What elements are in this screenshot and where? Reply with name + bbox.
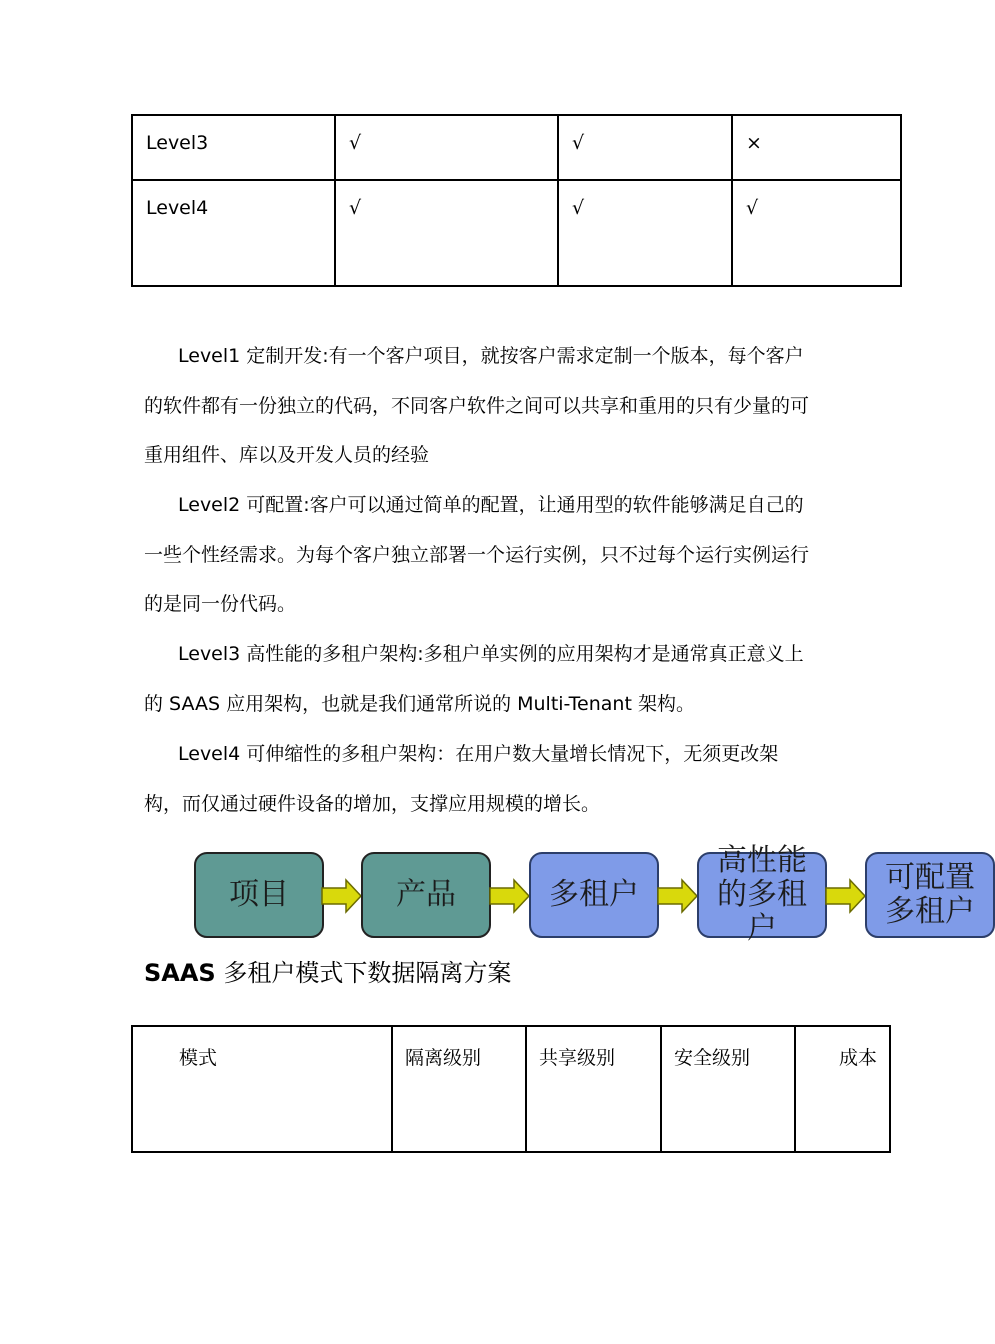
table-cell: × — [732, 115, 901, 180]
paragraph-level3 — [144, 630, 814, 729]
paragraph-text: Level3 高性能的多租户架构:多租户单实例的应用架构才是通常真正意义上的 SAAS 应用架构，也就是我们通常所说的 Multi-Tenant 架构。 — [144, 643, 804, 715]
table-row — [132, 1026, 890, 1152]
table-cell: √ — [335, 115, 558, 180]
flow-step-multitenant: 多租户 — [529, 852, 659, 938]
paragraph-text: Level2 可配置:客户可以通过简单的配置，让通用型的软件能够满足自己的一些个性经需求。为每个客户独立部署一个运行实例，只不过每个运行实例运行的是同一份代码。 — [144, 494, 810, 616]
table-row — [132, 180, 901, 286]
flow-step-product: 产品 — [361, 852, 491, 938]
arrow-right-icon — [490, 878, 530, 914]
table-header-cell: 模式 — [132, 1026, 392, 1152]
heading-bold: SAAS — [144, 959, 216, 987]
arrow-right-icon — [322, 878, 362, 914]
isolation-table — [131, 1025, 891, 1153]
table-header-cell: 共享级别 — [526, 1026, 661, 1152]
table-cell: √ — [335, 180, 558, 286]
table-header-cell: 成本 — [795, 1026, 890, 1152]
arrow-right-icon — [658, 878, 698, 914]
table-cell: Level4 — [132, 180, 335, 286]
table-header-cell: 安全级别 — [661, 1026, 795, 1152]
paragraph-level1 — [144, 332, 814, 481]
section-heading — [144, 956, 511, 990]
paragraph-level4 — [144, 730, 814, 829]
paragraph-text: Level1 定制开发:有一个客户项目，就按客户需求定制一个版本，每个客户的软件都有一份独立的代码，不同客户软件之间可以共享和重用的只有少量的可重用组件、库以及开发人员的经验 — [144, 345, 810, 467]
paragraph-level2 — [144, 481, 814, 630]
table-cell: √ — [558, 180, 732, 286]
arrow-right-icon — [826, 878, 866, 914]
evolution-flow-diagram — [0, 843, 975, 946]
paragraph-text: Level4 可伸缩性的多租户架构：在用户数大量增长情况下，无须更改架构，而仅通过硬件设备的增加，支撑应用规模的增长。 — [144, 743, 779, 815]
table-cell: √ — [732, 180, 901, 286]
heading-rest: 多租户模式下数据隔离方案 — [215, 959, 512, 987]
flow-step-configurable: 可配置多租户 — [865, 852, 995, 938]
flow-step-high-performance: 高性能的多租户 — [697, 852, 827, 938]
table-cell: √ — [558, 115, 732, 180]
level-table — [131, 114, 902, 287]
table-cell: Level3 — [132, 115, 335, 180]
flow-step-project: 项目 — [194, 852, 324, 938]
table-row — [132, 115, 901, 180]
table-header-cell: 隔离级别 — [392, 1026, 526, 1152]
